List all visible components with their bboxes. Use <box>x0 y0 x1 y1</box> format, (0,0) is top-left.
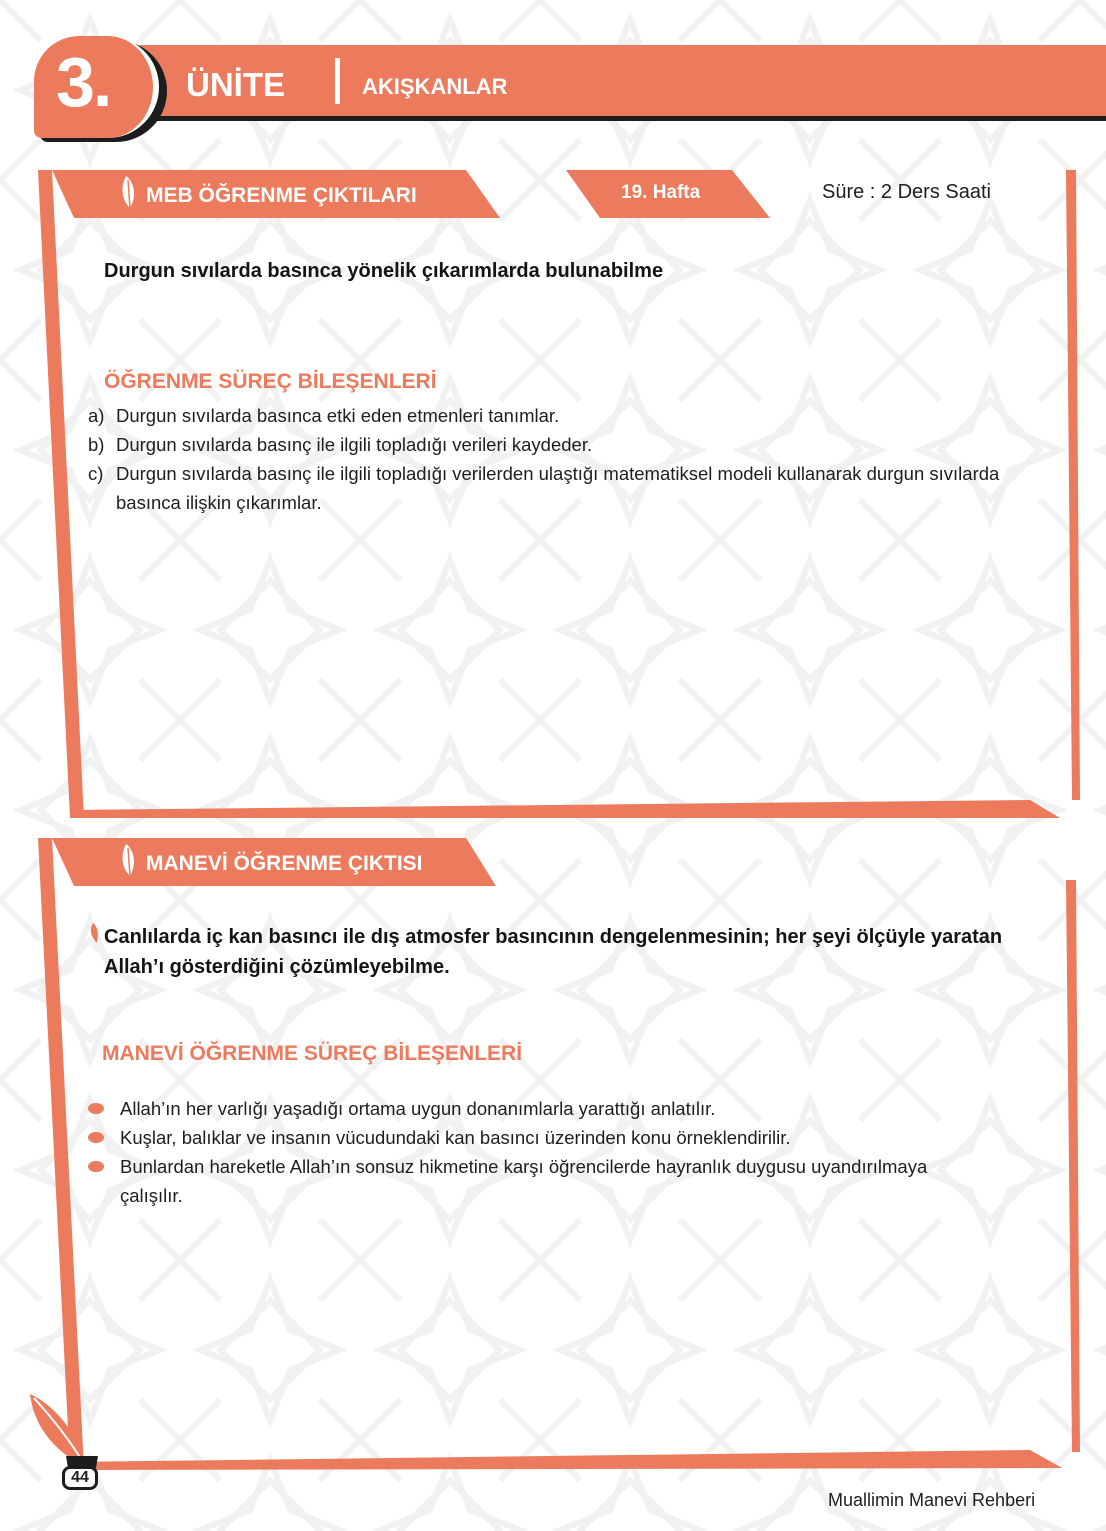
list-item: Bunlardan hareketle Allah’ın sonsuz hikmetine karşı öğrencilerde hayranlık duygusu uyandırılmaya çalışılır. <box>88 1152 948 1210</box>
list-item: Kuşlar, balıklar ve insanın vücudundaki kan basıncı üzerinden konu örneklendirilir. <box>88 1123 948 1152</box>
list-item: c) Durgun sıvılarda basınç ile ilgili topladığı verilerden ulaştığı matematiksel modeli kullanarak durgun sıvılarda basınca ilişkin çıkarımlar. <box>88 463 1000 513</box>
spiritual-outcome-banner: MANEVİ ÖĞRENME ÇIKTISI <box>146 852 423 875</box>
process-components-heading: ÖĞRENME SÜREÇ BİLEŞENLERİ <box>104 370 437 393</box>
unit-title: AKIŞKANLAR <box>362 74 508 99</box>
unit-number: 3. <box>56 43 111 121</box>
spiritual-components-list <box>88 1094 948 1210</box>
feather-icon <box>88 922 102 944</box>
week-label: 19. Hafta <box>621 182 701 203</box>
meb-outcome-statement: Durgun sıvılarda basınca yönelik çıkarımlarda bulunabilme <box>104 260 664 282</box>
book-title: Muallimin Manevi Rehberi <box>828 1490 1036 1510</box>
feather-icon <box>118 174 140 210</box>
bullet-dot-icon <box>88 1103 104 1114</box>
list-item: b) Durgun sıvılarda basınç ile ilgili topladığı verileri kaydeder. <box>88 434 593 455</box>
meb-outcomes-banner: MEB ÖĞRENME ÇIKTILARI <box>146 184 417 207</box>
list-item: Allah’ın her varlığı yaşadığı ortama uygun donanımlarla yarattığı anlatılır. <box>88 1094 948 1123</box>
quill-inkwell-icon <box>26 1392 106 1472</box>
spiritual-components-heading: MANEVİ ÖĞRENME SÜREÇ BİLEŞENLERİ <box>102 1042 523 1065</box>
header-separator <box>335 58 340 104</box>
bullet-dot-icon <box>88 1161 104 1172</box>
duration-label: Süre : 2 Ders Saati <box>822 181 991 203</box>
spiritual-outcome-statement: Canlılarda iç kan basıncı ile dış atmosfer basıncının dengelenmesinin; her şeyi ölçüyle yaratan Allah’ı gösterdiğini çözümleyebilme. <box>104 926 1003 978</box>
list-item: a) Durgun sıvılarda basınca etki eden etmenleri tanımlar. <box>88 405 560 426</box>
process-components-list <box>88 401 1043 517</box>
feather-icon <box>118 842 140 878</box>
bullet-dot-icon <box>88 1132 104 1143</box>
unit-label: ÜNİTE <box>186 66 285 103</box>
page-number: 44 <box>62 1466 98 1490</box>
